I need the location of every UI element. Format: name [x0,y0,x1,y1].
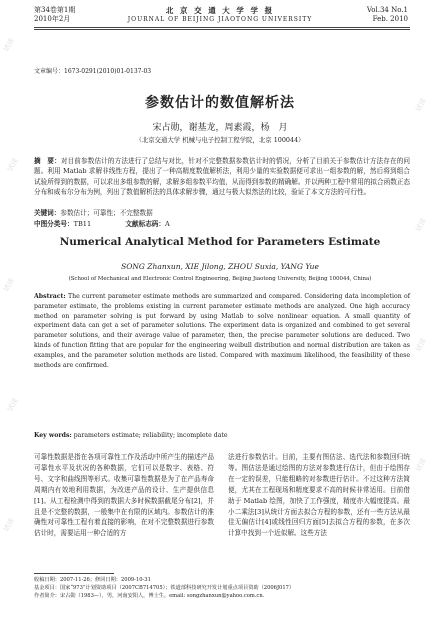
paper-title-cn: 参数估计的数值解析法 [145,95,295,111]
body-column-right: 法进行参数估计。目前，主要有图估法、选代法和参数回归统等。图估法是通过绘图的方法对参数进行估计，但由于绘图存在一定的误差，只能粗略的对参数进行估计。不过这种方法简便，尤其在工程现场和精度要求不高的时候非常适用。目前借助于 Matlab 绘图，加快了工作强度，精度亦大幅度提高。最小二乘法[3]从统计方面去拟合方程的参数，还有一些方法从最佳无偏估计[4]或线性回归方面[5]去拟合方程的参数，在多次计算中找到一个近似解。这些方法 [228,453,410,538]
watermark-text: 试读 [6,156,20,174]
keywords-cn-label: 关键词： [34,209,61,217]
doc-code-value: A [164,220,170,228]
header-rule [34,27,410,28]
abstract-en [34,292,410,370]
keywords-en [34,432,410,439]
header-date-en: Feb. 2010 [372,15,408,23]
footnote-received: 收稿日期：2007-11-26；修回日期：2009-10-31 [34,577,151,583]
header-rule-thin [34,29,410,30]
keywords-en-text: parameters estimate; reliability; incomplete date [73,432,228,439]
header-date: 2010年2月 [34,15,71,23]
journal-name-cn: 北 京 交 通 大 学 学 报 [165,6,275,15]
body-column-left: 可靠性数据是指在各项可靠性工作及活动中所产生的描述产品可靠性水平及状况的各种数据，它们可以是数字、表格、符号、文字和曲线图等形式。收集可靠性数据是为了在产品寿命周期内有效地利用数据，为改进产品的设计、生产提供信息[1]。从工程检测中得到的数据大多时候数据截尾分布[2]，并且是不完整的数据，一般集中在有限的区域内。参数估计的准确性对可靠性工程有着直接的影响，在对不完整数据进行参数估计时，需要运用一种合适的方 [34,453,214,538]
clc-label: 中图分类号： [34,220,74,228]
header-volume: 第34卷第1期 [34,6,76,14]
abstract-en-label: Abstract: [34,293,66,300]
clc-value: TB11 [73,220,92,228]
affiliation-en: (School of Mechanical and Electronic Control Engineering, Beijing Jiaotong University, Beijing 100044, China) [68,276,372,282]
classification-row [34,219,410,229]
journal-name-en: JOURNAL OF BEIJING JIAOTONG UNIVERSITY [127,16,313,23]
header-volume-right [367,6,408,24]
watermark-text: 试读 [414,336,428,354]
abstract-cn-text: 对目前参数估计的方法进行了总结与对比，针对不完整数据参数估计时的情况，分析了目前关于参数估计方法存在的问题。利用 Matlab 求解非线性方程，提出了一种高精度数值解析法，利用少量的实验数据便可求出一组参数的解，然后将到组合试验所得到的数据，可以求出多组参数的解，求解多组参数平均值，从而得到参数的精确解。并以两种工程中常用的拟合函数正态分布和威布尔分布为例，列出了数值解析法的具体求解步骤，通过与极大似然法的比较，验证了本文方法的可行性。 [34,157,411,196]
watermark-text: 试读 [2,36,16,54]
watermark-text: 试读 [414,96,428,114]
keywords-cn-text: 参数估计；可靠性；不完整数据 [60,209,153,217]
watermark-text: 试读 [2,516,16,534]
watermark-text: 试读 [414,216,428,234]
keywords-en-label: Key words: [34,432,72,439]
footnotes [34,576,410,601]
abstract-cn-label: 摘 要： [34,157,61,165]
paper-title-en: Numerical Analytical Method for Parameters Estimate [59,236,381,248]
footnote-author: 作者简介：宋占勋（1983—），男，河南安阳人，博士生。email: songzhanxun@yahoo.com.cn. [34,593,265,600]
authors-en: SONG Zhanxun, XIE Jilong, ZHOU Suxia, YANG Yue [121,262,319,271]
doc-code-label: 文献标志码： [125,220,165,228]
footnote-rule [34,573,114,574]
abstract-en-text: The current parameter estimate methods are summarized and compared. Considering data incompletion of parameter estimate, the problems existing in current parameter estimate methods are analyzed. One high accuracy method on parameter solving is put forward by using Matlab to solve nonlinear equation. A small quantity of experiment data can get a set of parameter solutions. The experiment data is organized and combined to get several parameter solutions, and their average value of parameter, then, the precise parameter solutions are deduced. Two kinds of function fitting that are popular for the engineering weibull distribution and normal distribution are taken as examples, and the parameter solution methods are listed. Compared with maximum likelihood, the feasibility of these methods are confirmed. [34,293,410,369]
affiliation-cn: （北京交通大学 机械与电子控制工程学院，北京 100044） [135,136,305,144]
article-number: 文章编号：1673-0291(2010)01-0137-03 [34,68,152,75]
watermark-text: 试读 [414,456,428,474]
watermark-text: 试读 [2,276,16,294]
authors-cn: 宋占勋，谢基龙，周素霞，杨 月 [152,123,288,133]
watermark-text: 试读 [6,396,20,414]
abstract-cn [34,156,410,197]
footnote-funding: 基金项目：国家“973”计划资助项目（2007CB714705）；铁道部科技研究开发计划重点项目资助（2006J017） [34,585,295,592]
header-volume-en: Vol.34 No.1 [366,6,408,14]
keywords-cn [34,208,410,218]
